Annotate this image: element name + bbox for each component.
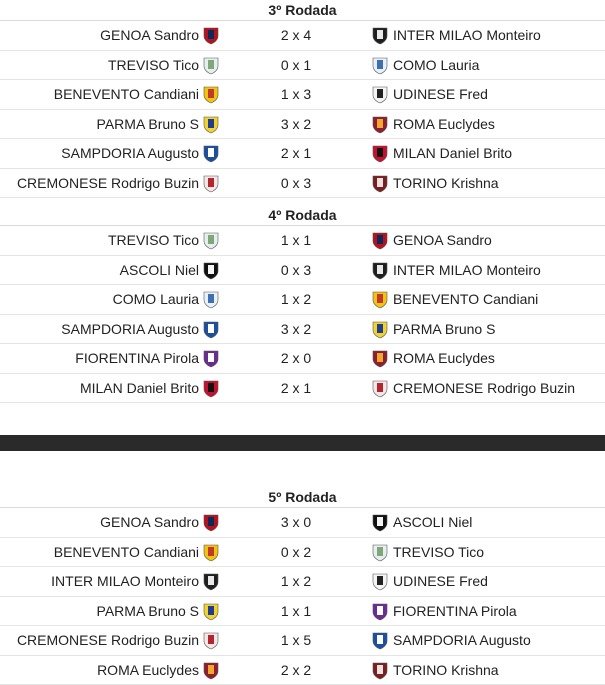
away-team-name: ASCOLI Niel	[393, 508, 472, 537]
cremonese-crest-icon	[372, 380, 388, 398]
away-team-name: ROMA Euclydes	[393, 110, 495, 139]
home-team-name: PARMA Bruno S	[97, 597, 199, 626]
match-score: 2 x 2	[260, 656, 332, 685]
milan-crest-icon	[203, 380, 219, 398]
treviso-crest-icon	[203, 57, 219, 75]
genoa-crest-icon	[203, 514, 219, 532]
inter-crest-icon	[372, 27, 388, 45]
away-team-name: SAMPDORIA Augusto	[393, 626, 531, 655]
away-team-name: TORINO Krishna	[393, 656, 499, 685]
round-title: 4º Rodada	[0, 205, 605, 226]
away-team-name: UDINESE Fred	[393, 80, 488, 109]
home-team-name: FIORENTINA Pirola	[75, 344, 199, 373]
home-team-name: CREMONESE Rodrigo Buzin	[17, 626, 199, 655]
away-team-name: CREMONESE Rodrigo Buzin	[393, 374, 575, 403]
parma-crest-icon	[203, 116, 219, 134]
match-score: 2 x 1	[260, 139, 332, 168]
match-row	[0, 656, 605, 685]
match-score: 1 x 5	[260, 626, 332, 655]
home-team-name: ASCOLI Niel	[120, 256, 199, 285]
match-score: 0 x 3	[260, 169, 332, 198]
match-score: 2 x 4	[260, 21, 332, 50]
match-score: 3 x 0	[260, 508, 332, 537]
sampdoria-crest-icon	[203, 321, 219, 339]
away-team-name: FIORENTINA Pirola	[393, 597, 517, 626]
match-row	[0, 374, 605, 404]
match-row	[0, 169, 605, 199]
match-score: 1 x 2	[260, 285, 332, 314]
udinese-crest-icon	[372, 86, 388, 104]
genoa-crest-icon	[372, 232, 388, 250]
home-team-name: CREMONESE Rodrigo Buzin	[17, 169, 199, 198]
match-score: 0 x 2	[260, 538, 332, 567]
away-team-name: COMO Lauria	[393, 51, 479, 80]
parma-crest-icon	[203, 603, 219, 621]
match-row	[0, 256, 605, 286]
round-title: 3º Rodada	[0, 0, 605, 21]
fiorentina-crest-icon	[203, 350, 219, 368]
home-team-name: TREVISO Tico	[108, 51, 199, 80]
away-team-name: INTER MILAO Monteiro	[393, 256, 541, 285]
benevento-crest-icon	[372, 291, 388, 309]
cremonese-crest-icon	[203, 632, 219, 650]
home-team-name: INTER MILAO Monteiro	[51, 567, 199, 596]
match-score: 1 x 2	[260, 567, 332, 596]
home-team-name: MILAN Daniel Brito	[80, 374, 199, 403]
match-score: 3 x 2	[260, 315, 332, 344]
home-team-name: COMO Lauria	[113, 285, 199, 314]
match-row	[0, 508, 605, 538]
match-row	[0, 597, 605, 627]
match-row	[0, 567, 605, 597]
home-team-name: BENEVENTO Candiani	[54, 80, 199, 109]
section-divider	[0, 435, 605, 451]
match-list	[0, 21, 605, 198]
away-team-name: MILAN Daniel Brito	[393, 139, 512, 168]
match-score: 3 x 2	[260, 110, 332, 139]
sampdoria-crest-icon	[203, 145, 219, 163]
match-row	[0, 285, 605, 315]
home-team-name: PARMA Bruno S	[97, 110, 199, 139]
benevento-crest-icon	[203, 544, 219, 562]
match-row	[0, 110, 605, 140]
torino-crest-icon	[372, 662, 388, 680]
torino-crest-icon	[372, 175, 388, 193]
parma-crest-icon	[372, 321, 388, 339]
match-score: 2 x 1	[260, 374, 332, 403]
match-row	[0, 80, 605, 110]
away-team-name: UDINESE Fred	[393, 567, 488, 596]
como-crest-icon	[372, 57, 388, 75]
match-row	[0, 21, 605, 51]
match-row	[0, 139, 605, 169]
treviso-crest-icon	[372, 544, 388, 562]
inter-crest-icon	[203, 573, 219, 591]
benevento-crest-icon	[203, 86, 219, 104]
ascoli-crest-icon	[203, 262, 219, 280]
home-team-name: GENOA Sandro	[100, 21, 199, 50]
home-team-name: GENOA Sandro	[100, 508, 199, 537]
fiorentina-crest-icon	[372, 603, 388, 621]
ascoli-crest-icon	[372, 514, 388, 532]
como-crest-icon	[203, 291, 219, 309]
round-block-4	[0, 205, 605, 403]
away-team-name: INTER MILAO Monteiro	[393, 21, 541, 50]
home-team-name: TREVISO Tico	[108, 226, 199, 255]
away-team-name: ROMA Euclydes	[393, 344, 495, 373]
round-title: 5º Rodada	[0, 487, 605, 508]
round-block-3	[0, 0, 605, 198]
roma-crest-icon	[372, 350, 388, 368]
inter-crest-icon	[372, 262, 388, 280]
away-team-name: TREVISO Tico	[393, 538, 484, 567]
match-score: 1 x 3	[260, 80, 332, 109]
match-list	[0, 508, 605, 685]
match-list	[0, 226, 605, 403]
udinese-crest-icon	[372, 573, 388, 591]
roma-crest-icon	[203, 662, 219, 680]
match-score: 0 x 3	[260, 256, 332, 285]
match-row	[0, 226, 605, 256]
match-row	[0, 626, 605, 656]
home-team-name: SAMPDORIA Augusto	[61, 315, 199, 344]
match-row	[0, 344, 605, 374]
match-score: 2 x 0	[260, 344, 332, 373]
away-team-name: GENOA Sandro	[393, 226, 492, 255]
match-row	[0, 51, 605, 81]
genoa-crest-icon	[203, 27, 219, 45]
away-team-name: TORINO Krishna	[393, 169, 499, 198]
home-team-name: BENEVENTO Candiani	[54, 538, 199, 567]
match-score: 0 x 1	[260, 51, 332, 80]
match-score: 1 x 1	[260, 597, 332, 626]
away-team-name: PARMA Bruno S	[393, 315, 495, 344]
round-block-5	[0, 487, 605, 685]
cremonese-crest-icon	[203, 175, 219, 193]
away-team-name: BENEVENTO Candiani	[393, 285, 538, 314]
milan-crest-icon	[372, 145, 388, 163]
match-row	[0, 538, 605, 568]
home-team-name: SAMPDORIA Augusto	[61, 139, 199, 168]
match-row	[0, 315, 605, 345]
roma-crest-icon	[372, 116, 388, 134]
home-team-name: ROMA Euclydes	[97, 656, 199, 685]
match-score: 1 x 1	[260, 226, 332, 255]
treviso-crest-icon	[203, 232, 219, 250]
sampdoria-crest-icon	[372, 632, 388, 650]
